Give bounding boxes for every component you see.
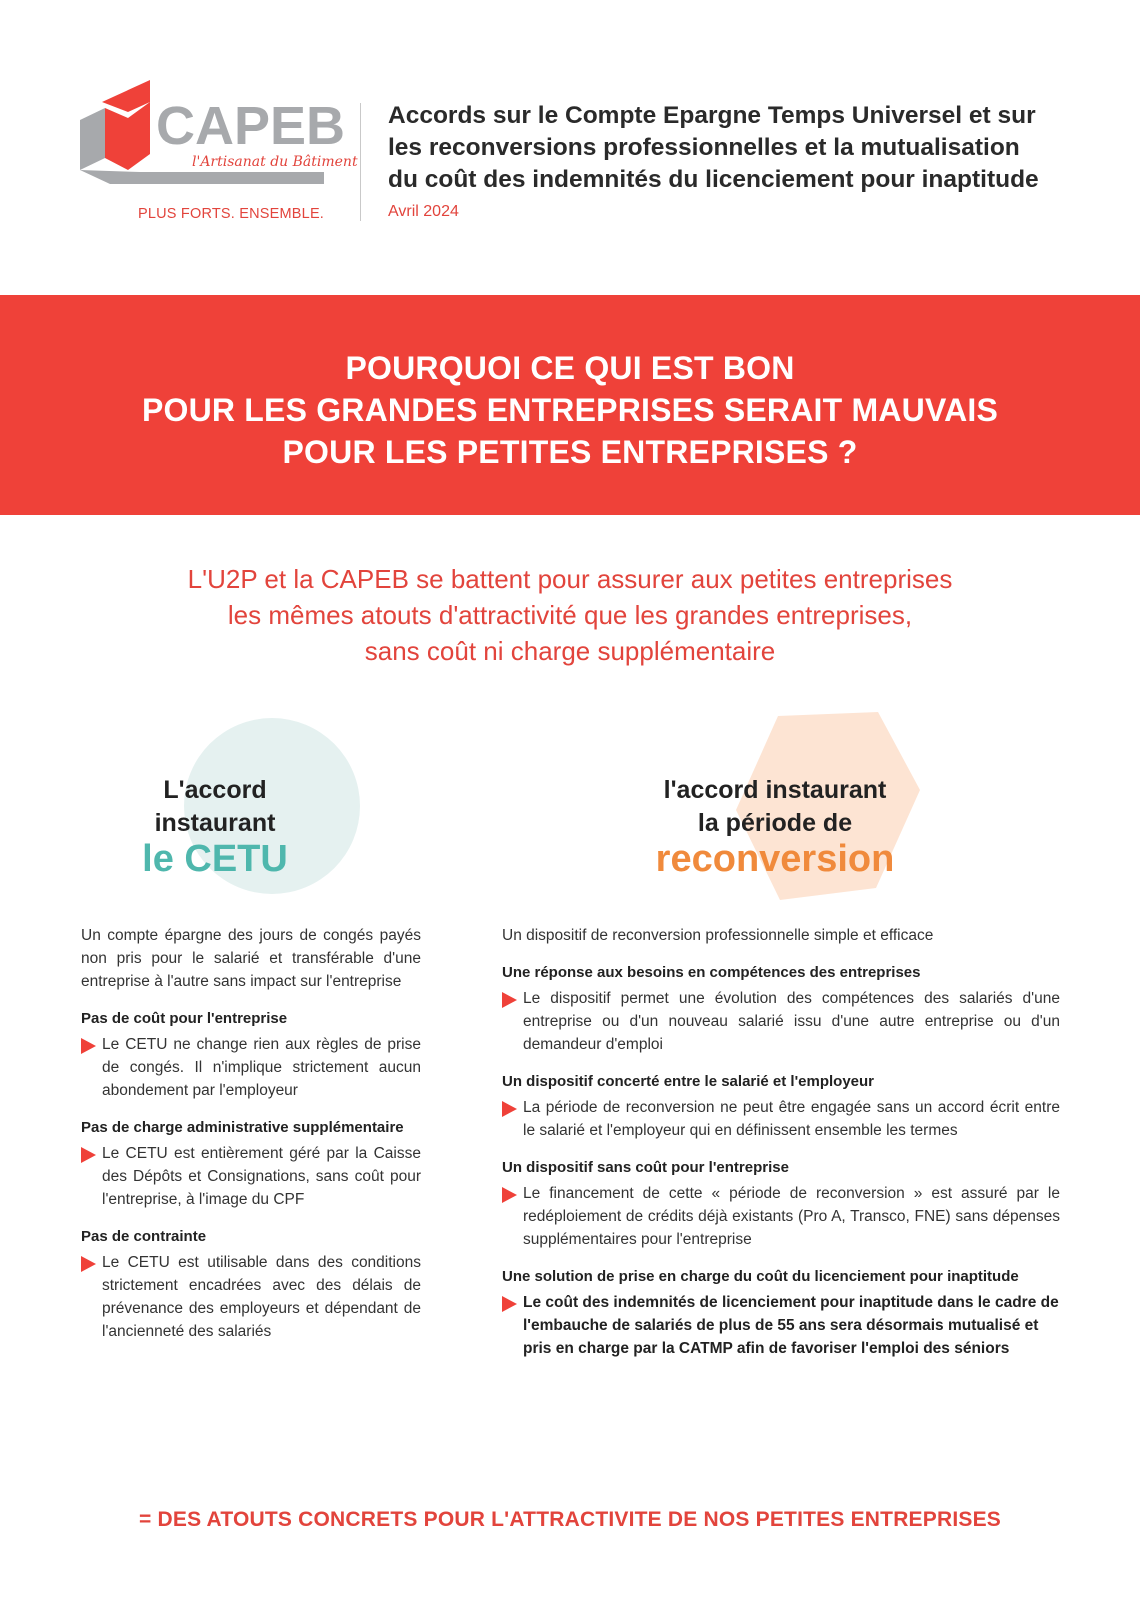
reconversion-accent-title: reconversion xyxy=(655,838,895,880)
footer-conclusion: = DES ATOUTS CONCRETS POUR L'ATTRACTIVITE DE NOS PETITES ENTREPRISES xyxy=(139,1508,1001,1531)
document-title-line: les reconversions professionnelles et la mutualisation xyxy=(388,134,1020,161)
red-triangle-bullet-icon xyxy=(502,992,517,1008)
logo-cube-top xyxy=(102,80,150,112)
document-date: Avril 2024 xyxy=(388,203,459,220)
intro-line: les mêmes atouts d'attractivité que les grandes entreprises, xyxy=(227,600,913,630)
logo-tagline: PLUS FORTS. ENSEMBLE. xyxy=(138,206,325,222)
logo-underline-bar xyxy=(80,170,324,184)
headline-text xyxy=(0,347,1140,473)
cetu-bullet xyxy=(81,1033,421,1102)
reconversion-bullet xyxy=(502,1096,1060,1142)
logo-wordmark: CAPEB xyxy=(156,96,346,156)
cetu-bullet xyxy=(81,1142,421,1211)
headline-line: POUR LES GRANDES ENTREPRISES SERAIT MAUVAIS xyxy=(141,392,999,428)
reconversion-bullet-text: La période de reconversion ne peut être engagée sans un accord écrit entre le salarié et l'employeur qui en définissent ensemble les termes xyxy=(523,1099,1060,1139)
cetu-bullet-text: Le CETU est entièrement géré par la Caisse des Dépôts et Consignations, sans coût pour l'entreprise, à l'image du CPF xyxy=(102,1145,421,1208)
document-title xyxy=(388,100,1088,196)
cetu-title-line: instaurant xyxy=(154,809,276,837)
reconversion-bullet-text: Le coût des indemnités de licenciement pour inaptitude dans le cadre de l'embauche de salariés de plus de 55 ans sera désormais mutualisé et pris en charge par la CATMP afin de favoriser l'emploi des séniors xyxy=(523,1294,1059,1357)
reconversion-section-heading: Une solution de prise en charge du coût du licenciement pour inaptitude xyxy=(502,1268,1019,1285)
cetu-title-line: L'accord xyxy=(163,776,267,804)
logo-subtitle: l'Artisanat du Bâtiment xyxy=(192,154,358,170)
reconversion-bullet xyxy=(502,987,1060,1056)
red-triangle-bullet-icon xyxy=(81,1256,96,1272)
cetu-section-heading: Pas de charge administrative supplémentaire xyxy=(81,1119,404,1136)
reconversion-bullet-text: Le dispositif permet une évolution des compétences des salariés d'une entreprise ou d'un nouveau salarié issu d'une autre entreprise ou d'un demandeur d'emploi xyxy=(523,990,1060,1053)
cetu-accent-title: le CETU xyxy=(142,838,288,880)
intro-line: L'U2P et la CAPEB se battent pour assurer aux petites entreprises xyxy=(187,564,953,594)
headline-banner xyxy=(0,295,1140,515)
cetu-section-heading: Pas de contrainte xyxy=(81,1228,207,1245)
red-triangle-bullet-icon xyxy=(81,1038,96,1054)
document-title-line: Accords sur le Compte Epargne Temps Universel et sur xyxy=(388,102,1036,129)
reconversion-bullet xyxy=(502,1291,1060,1360)
cetu-section-title xyxy=(120,774,310,840)
reconversion-section-heading: Un dispositif concerté entre le salarié et l'employeur xyxy=(502,1073,875,1090)
reconversion-section-heading: Un dispositif sans coût pour l'entreprise xyxy=(502,1159,789,1176)
cetu-bullet-text: Le CETU ne change rien aux règles de prise de congés. Il n'implique strictement aucun abondement par l'employeur xyxy=(102,1036,421,1099)
cetu-bullet-text: Le CETU est utilisable dans des conditions strictement encadrées avec des délais de prévenance des employeurs et dépendant de l'ancienneté des salariés xyxy=(102,1254,421,1340)
reconversion-title-line: la période de xyxy=(697,809,853,837)
red-triangle-bullet-icon xyxy=(502,1187,517,1203)
headline-line: POURQUOI CE QUI EST BON xyxy=(345,350,795,386)
cetu-bullet xyxy=(81,1251,421,1343)
red-triangle-bullet-icon xyxy=(81,1147,96,1163)
reconversion-lead: Un dispositif de reconversion professionnelle simple et efficace xyxy=(502,927,934,944)
red-triangle-bullet-icon xyxy=(502,1296,517,1312)
header-divider xyxy=(360,103,361,221)
reconversion-bullet-text: Le financement de cette « période de reconversion » est assuré par le redéploiement de crédits déjà existants (Pro A, Transco, FNE) sans dépenses supplémentaires pour l'entreprise xyxy=(523,1185,1060,1248)
reconversion-section-title xyxy=(610,774,940,840)
intro-statement xyxy=(0,561,1140,669)
intro-line: sans coût ni charge supplémentaire xyxy=(364,636,776,666)
document-title-line: du coût des indemnités du licenciement pour inaptitude xyxy=(388,166,1039,193)
cetu-section-heading: Pas de coût pour l'entreprise xyxy=(81,1010,288,1027)
logo-cube-front xyxy=(105,108,128,170)
reconversion-section-heading: Une réponse aux besoins en compétences des entreprises xyxy=(502,964,921,981)
logo-cube-right xyxy=(128,102,150,170)
logo-cube-left xyxy=(80,108,105,170)
red-triangle-bullet-icon xyxy=(502,1101,517,1117)
headline-line: POUR LES PETITES ENTREPRISES ? xyxy=(282,434,858,470)
reconversion-column xyxy=(502,924,1060,1360)
reconversion-title-line: l'accord instaurant xyxy=(663,776,887,804)
cetu-column xyxy=(81,924,421,1343)
reconversion-bullet xyxy=(502,1182,1060,1251)
cetu-lead: Un compte épargne des jours de congés payés non pris pour le salarié et transférable d'une entreprise à l'autre sans impact sur l'entreprise xyxy=(81,927,421,990)
